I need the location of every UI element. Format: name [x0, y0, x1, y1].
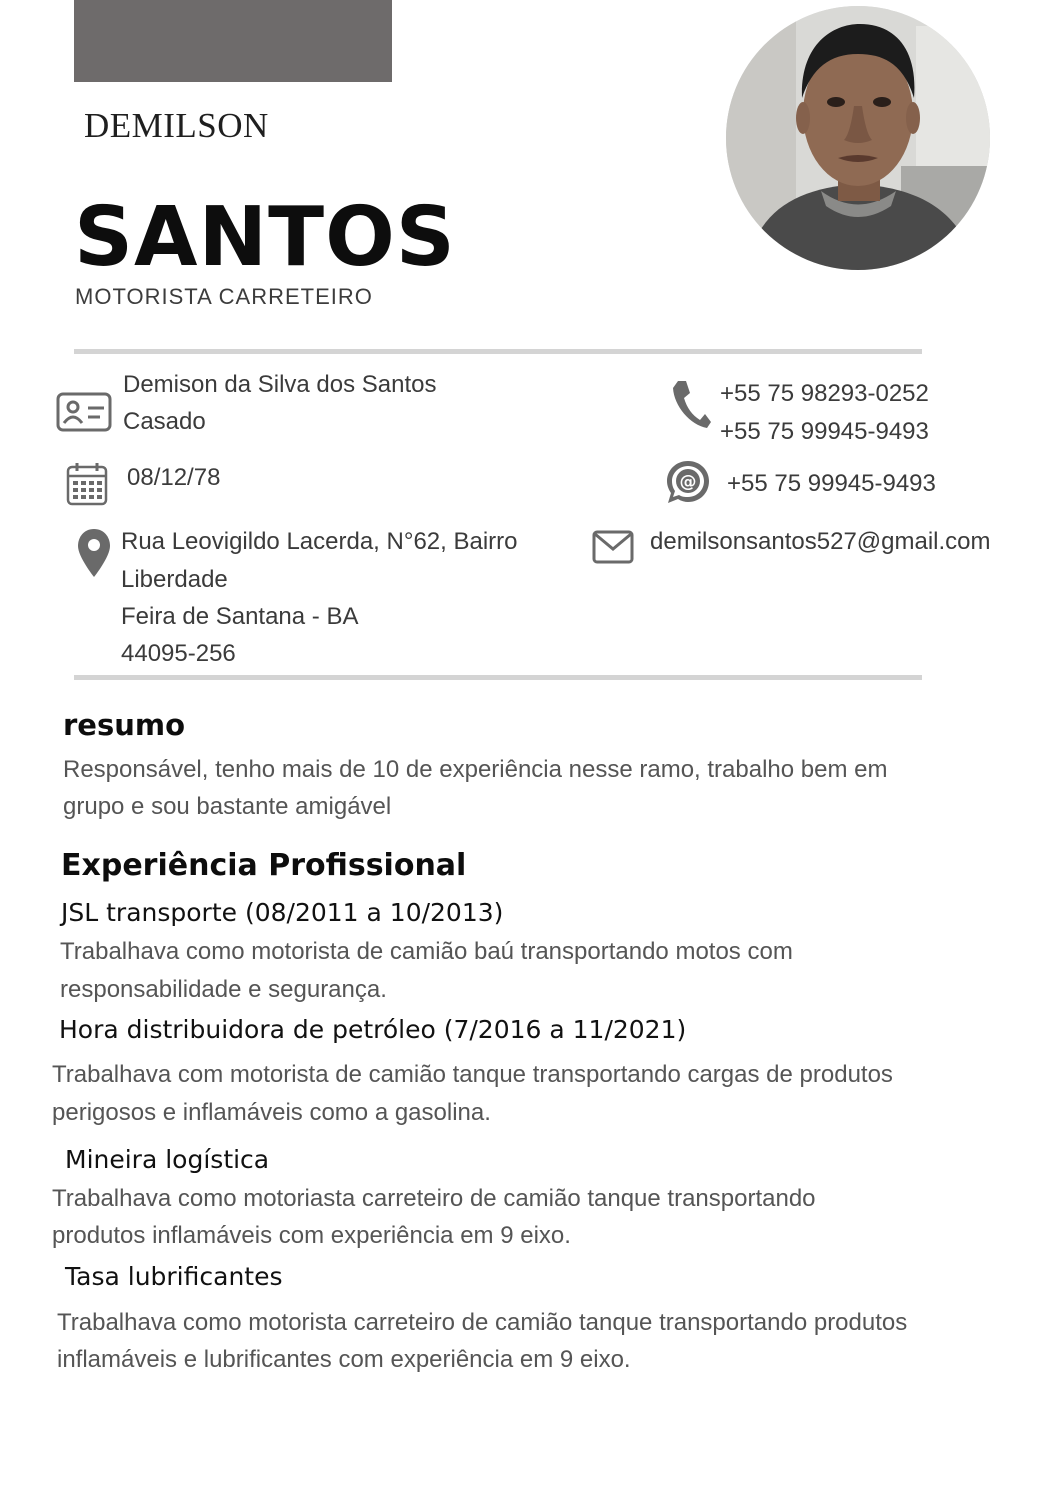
first-name: DEMILSON: [84, 106, 269, 145]
last-name: SANTOS: [74, 190, 456, 285]
summary-line-2: grupo e sou bastante amigável: [63, 793, 392, 820]
divider-bottom: [74, 675, 922, 680]
experience-title: Experiência Profissional: [61, 848, 467, 883]
job-description-line: perigosos e inflamáveis como a gasolina.: [52, 1099, 491, 1126]
job-heading: Mineira logística: [65, 1145, 270, 1174]
svg-text:@: @: [679, 472, 697, 492]
phone-icon: [670, 378, 712, 430]
id-card-icon: [56, 392, 112, 432]
job-heading: JSL transporte (08/2011 a 10/2013): [61, 898, 504, 927]
job-heading: Tasa lubrificantes: [65, 1262, 283, 1291]
whatsapp-number: +55 75 99945-9493: [727, 470, 936, 497]
address-line-2: Liberdade: [121, 566, 228, 593]
job-description-line: inflamáveis e lubrificantes com experiência em 9 eixo.: [57, 1346, 631, 1373]
envelope-icon: [592, 529, 634, 565]
profile-photo-illustration: [726, 6, 990, 270]
summary-line-1: Responsável, tenho mais de 10 de experiência nesse ramo, trabalho bem em: [63, 756, 888, 783]
email-address: demilsonsantos527@gmail.com: [650, 528, 991, 555]
job-description-line: Trabalhava com motorista de camião tanque transportando cargas de produtos: [52, 1061, 893, 1088]
job-description-line: Trabalhava como motoriasta carreteiro de camião tanque transportando: [52, 1185, 816, 1212]
divider-top: [74, 349, 922, 354]
marital-status: Casado: [123, 408, 206, 435]
address-line-4: 44095-256: [121, 640, 236, 667]
whatsapp-icon: [664, 458, 712, 506]
birth-date: 08/12/78: [127, 464, 221, 491]
job-heading: Hora distribuidora de petróleo (7/2016 a 11/2021): [59, 1015, 687, 1044]
header-color-block: [74, 0, 392, 82]
profile-photo: [726, 6, 990, 270]
summary-title: resumo: [63, 708, 186, 742]
job-description-line: responsabilidade e segurança.: [60, 976, 387, 1003]
phone-2: +55 75 99945-9493: [720, 418, 929, 445]
location-pin-icon: [76, 527, 112, 579]
address-line-3: Feira de Santana - BA: [121, 603, 359, 630]
job-title: MOTORISTA CARRETEIRO: [75, 284, 373, 309]
full-name: Demison da Silva dos Santos: [123, 371, 437, 398]
address-line-1: Rua Leovigildo Lacerda, N°62, Bairro: [121, 528, 518, 555]
job-description-line: Trabalhava como motorista carreteiro de camião tanque transportando produtos: [57, 1309, 908, 1336]
job-description-line: Trabalhava como motorista de camião baú transportando motos com: [60, 938, 793, 965]
calendar-icon: [66, 462, 108, 506]
phone-1: +55 75 98293-0252: [720, 380, 929, 407]
job-description-line: produtos inflamáveis com experiência em 9 eixo.: [52, 1222, 571, 1249]
